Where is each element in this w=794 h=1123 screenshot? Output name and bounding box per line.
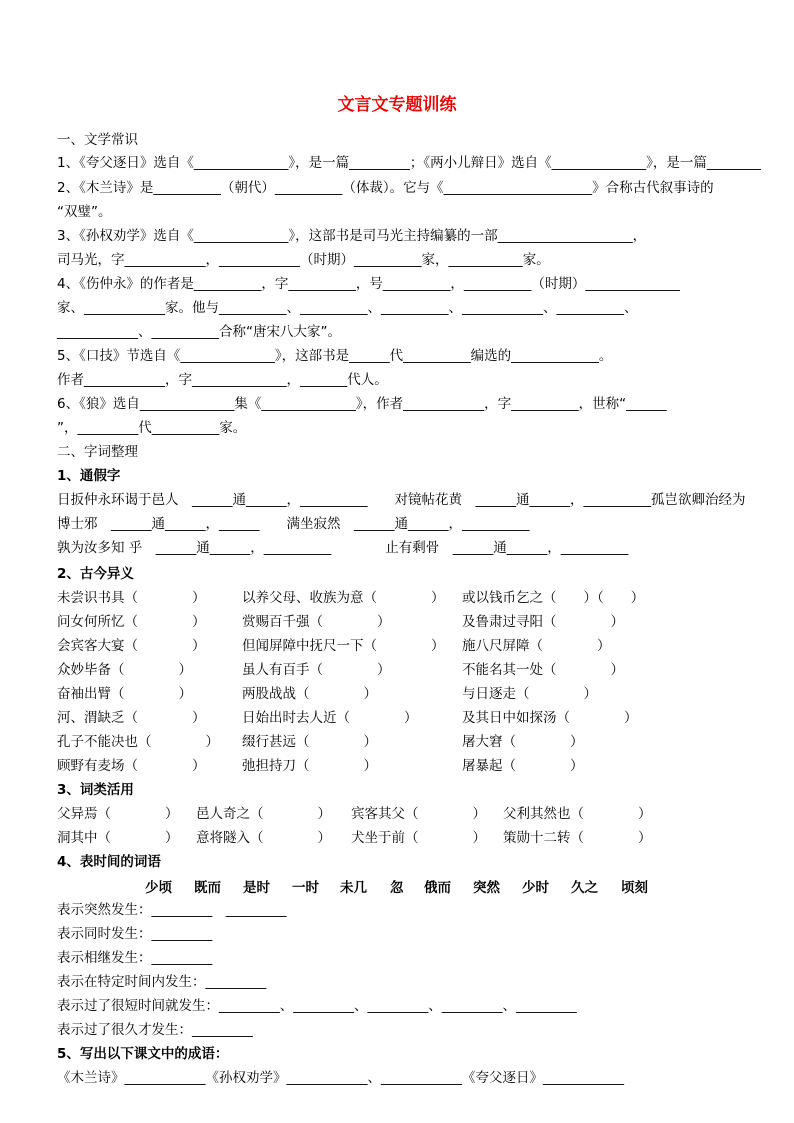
- section-heading: 1、通假字: [57, 468, 121, 484]
- gujin-item: 弛担持刀（ ）: [242, 758, 377, 774]
- gujin-item: 会宾客大宴（ ）: [57, 638, 206, 654]
- time-category-line: 表示过了很久才发生：_________: [57, 1022, 253, 1038]
- gujin-row: [57, 758, 757, 774]
- time-category-line: 表示突然发生：_________ _________: [57, 902, 287, 918]
- text-line: ”，_________代__________家。: [57, 420, 247, 436]
- text-line: 1、《夸父逐日》选自《______________》，是一篇_________；《两小儿辩日》选自《______________》，是一篇________: [57, 155, 761, 171]
- gujin-item: 缀行甚远（ ）: [242, 734, 377, 750]
- tongjia-line: 孰为汝多知 乎 ______通______，__________ 止有剩骨 ______通______，__________: [57, 540, 629, 556]
- time-word: 是时: [243, 880, 270, 896]
- cilei-item: 邑人奇之（ ）: [196, 806, 331, 822]
- cilei-row: [57, 830, 757, 846]
- text-line: ____________、__________合称“唐宋八大家”。: [57, 324, 341, 340]
- gujin-item: 施八尺屏障（ ）: [462, 638, 611, 654]
- cilei-item: 父异焉（ ）: [57, 806, 179, 822]
- tongjia-line: 博士邪 ______通______，______ 满坐寂然 ______通______，__________: [57, 516, 530, 532]
- time-word: 少顷: [145, 880, 172, 896]
- gujin-item: 日始出时去人近（ ）: [242, 710, 418, 726]
- text-line: 二、字词整理: [57, 444, 138, 460]
- section-heading: 3、词类活用: [57, 782, 134, 798]
- gujin-item: 赏赐百千强（ ）: [242, 614, 391, 630]
- section-heading: 5、写出以下课文中的成语：: [57, 1046, 229, 1062]
- gujin-item: 不能名其一处（ ）: [462, 662, 624, 678]
- time-word: 既而: [194, 880, 221, 896]
- gujin-item: 屠暴起（ ）: [462, 758, 584, 774]
- gujin-item: 问女何所忆（ ）: [57, 614, 206, 630]
- time-word: 少时: [522, 880, 549, 896]
- text-line: 作者____________，字______________，_______代人。: [57, 372, 388, 388]
- idiom-line: 《木兰诗》____________《孙权劝学》____________、____________《夸父逐日》____________: [57, 1070, 624, 1086]
- text-line: 4、《伤仲永》的作者是__________，字__________，号__________，__________（时期）______________: [57, 276, 680, 292]
- gujin-row: [57, 614, 757, 630]
- cilei-item: 宾客其父（ ）: [351, 806, 486, 822]
- gujin-item: 顾野有麦场（ ）: [57, 758, 206, 774]
- tongjia-line: 日扳仲永环谒于邑人 ______通______，__________ 对镜帖花黄 ______通______，__________孤岂欲卿治经为: [57, 492, 746, 508]
- section-heading: 4、表时间的词语: [57, 854, 161, 870]
- gujin-item: 孔子不能决也（ ）: [57, 734, 219, 750]
- gujin-item: 未尝识书具（ ）: [57, 590, 206, 606]
- text-line: 3、《孙权劝学》选自《______________》，这部书是司马光主持编纂的一部____________________，: [57, 228, 647, 244]
- cilei-item: 意将隧入（ ）: [196, 830, 331, 846]
- gujin-item: 屠大窘（ ）: [462, 734, 584, 750]
- text-line: 5、《口技》节选自《______________》，这部书是______代__________编选的_____________。: [57, 348, 613, 364]
- time-category-line: 表示过了很短时间就发生：_________、_________、_________、_________、_________: [57, 998, 577, 1014]
- gujin-item: 虽人有百手（ ）: [242, 662, 391, 678]
- section-heading: 2、古今异义: [57, 566, 134, 582]
- time-word: 顷刻: [621, 880, 648, 896]
- gujin-row: [57, 638, 757, 654]
- gujin-item: 与日逐走（ ）: [462, 686, 597, 702]
- text-line: “双璧”。: [57, 204, 112, 220]
- time-word: 突然: [473, 880, 500, 896]
- time-words-row: [57, 876, 757, 896]
- gujin-item: 及鲁肃过寻阳（ ）: [462, 614, 624, 630]
- gujin-item: 两股战战（ ）: [242, 686, 377, 702]
- gujin-row: [57, 686, 757, 702]
- text-line: 6、《狼》选自______________集《______________》，作者____________，字__________，世称“______: [57, 396, 667, 412]
- gujin-row: [57, 734, 757, 750]
- cilei-item: 策勋十二转（ ）: [503, 830, 652, 846]
- text-line: 一、文学常识: [57, 132, 138, 148]
- time-word: 忽: [390, 880, 404, 896]
- gujin-row: [57, 590, 757, 606]
- gujin-row: [57, 710, 757, 726]
- time-word: 久之: [571, 880, 598, 896]
- text-line: 家、____________家。他与__________、__________、__________、____________、__________、: [57, 300, 638, 316]
- time-category-line: 表示同时发生：_________: [57, 926, 213, 942]
- gujin-item: 及其日中如探汤（ ）: [462, 710, 638, 726]
- page-title: 文言文专题训练: [337, 95, 457, 115]
- gujin-row: [57, 662, 757, 678]
- text-line: 2、《木兰诗》是__________（朝代）__________（体裁）。它与《______________________》合称古代叙事诗的: [57, 180, 714, 196]
- gujin-item: 但闻屏障中抚尺一下（ ）: [242, 638, 445, 654]
- cilei-item: 洞其中（ ）: [57, 830, 179, 846]
- time-word: 俄而: [424, 880, 451, 896]
- cilei-row: [57, 806, 757, 822]
- gujin-item: 众妙毕备（ ）: [57, 662, 192, 678]
- gujin-item: 奋袖出臂（ ）: [57, 686, 192, 702]
- time-word: 一时: [292, 880, 319, 896]
- text-line: 司马光，字____________，____________（时期）__________家，___________家。: [57, 252, 550, 268]
- gujin-item: 河、渭缺乏（ ）: [57, 710, 206, 726]
- time-category-line: 表示相继发生：_________: [57, 950, 213, 966]
- cilei-item: 犬坐于前（ ）: [351, 830, 486, 846]
- gujin-item: 或以钱币乞之（ ）（ ）: [462, 590, 645, 606]
- cilei-item: 父利其然也（ ）: [503, 806, 652, 822]
- gujin-item: 以养父母、收族为意（ ）: [242, 590, 445, 606]
- time-word: 未几: [340, 880, 367, 896]
- time-category-line: 表示在特定时间内发生：_________: [57, 974, 267, 990]
